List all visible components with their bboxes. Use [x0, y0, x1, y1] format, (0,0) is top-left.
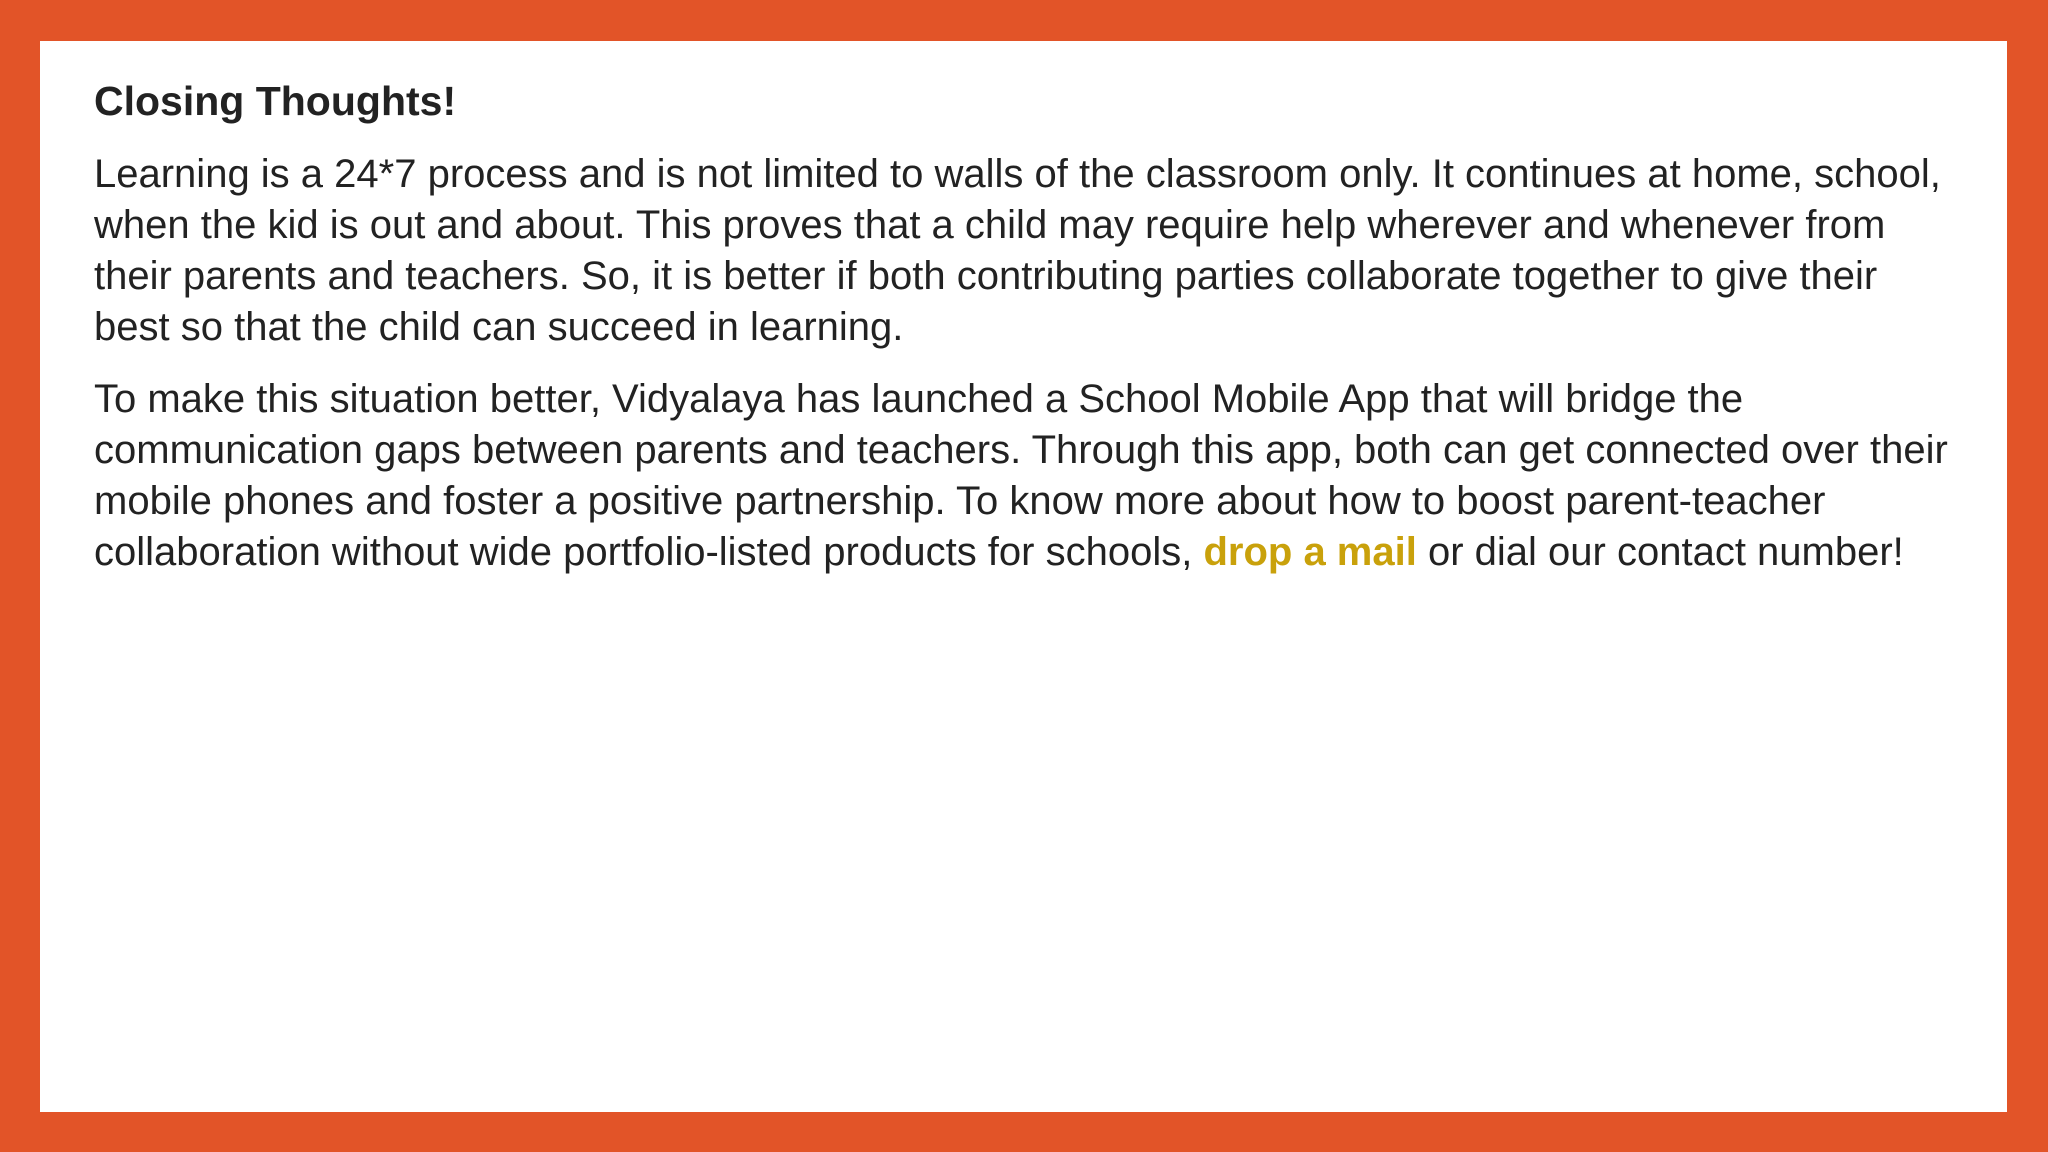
- content-panel: [40, 41, 2007, 1112]
- paragraph-school-app: [94, 374, 1953, 578]
- section-heading: Closing Thoughts!: [94, 78, 457, 124]
- paragraph-text-before-link: To make this situation better, Vidyalaya has launched a School Mobile App that will bridge the communication gaps between parents and teachers. Through this app, both can get connected over their mobile phones and foster a positive partnership. To know more about how to boost parent-teacher collaboration without wide portfolio-listed products for schools,: [94, 377, 1948, 574]
- paragraph-learning-process: Learning is a 24*7 process and is not limited to walls of the classroom only. It continues at home, school, when the kid is out and about. This proves that a child may require help wherever and whenever from their parents and teachers. So, it is better if both contributing parties collaborate together to give their best so that the child can succeed in learning.: [94, 152, 1941, 349]
- paragraph-text-after-link: or dial our contact number!: [1427, 530, 1904, 574]
- drop-a-mail-link[interactable]: drop a mail: [1203, 530, 1417, 574]
